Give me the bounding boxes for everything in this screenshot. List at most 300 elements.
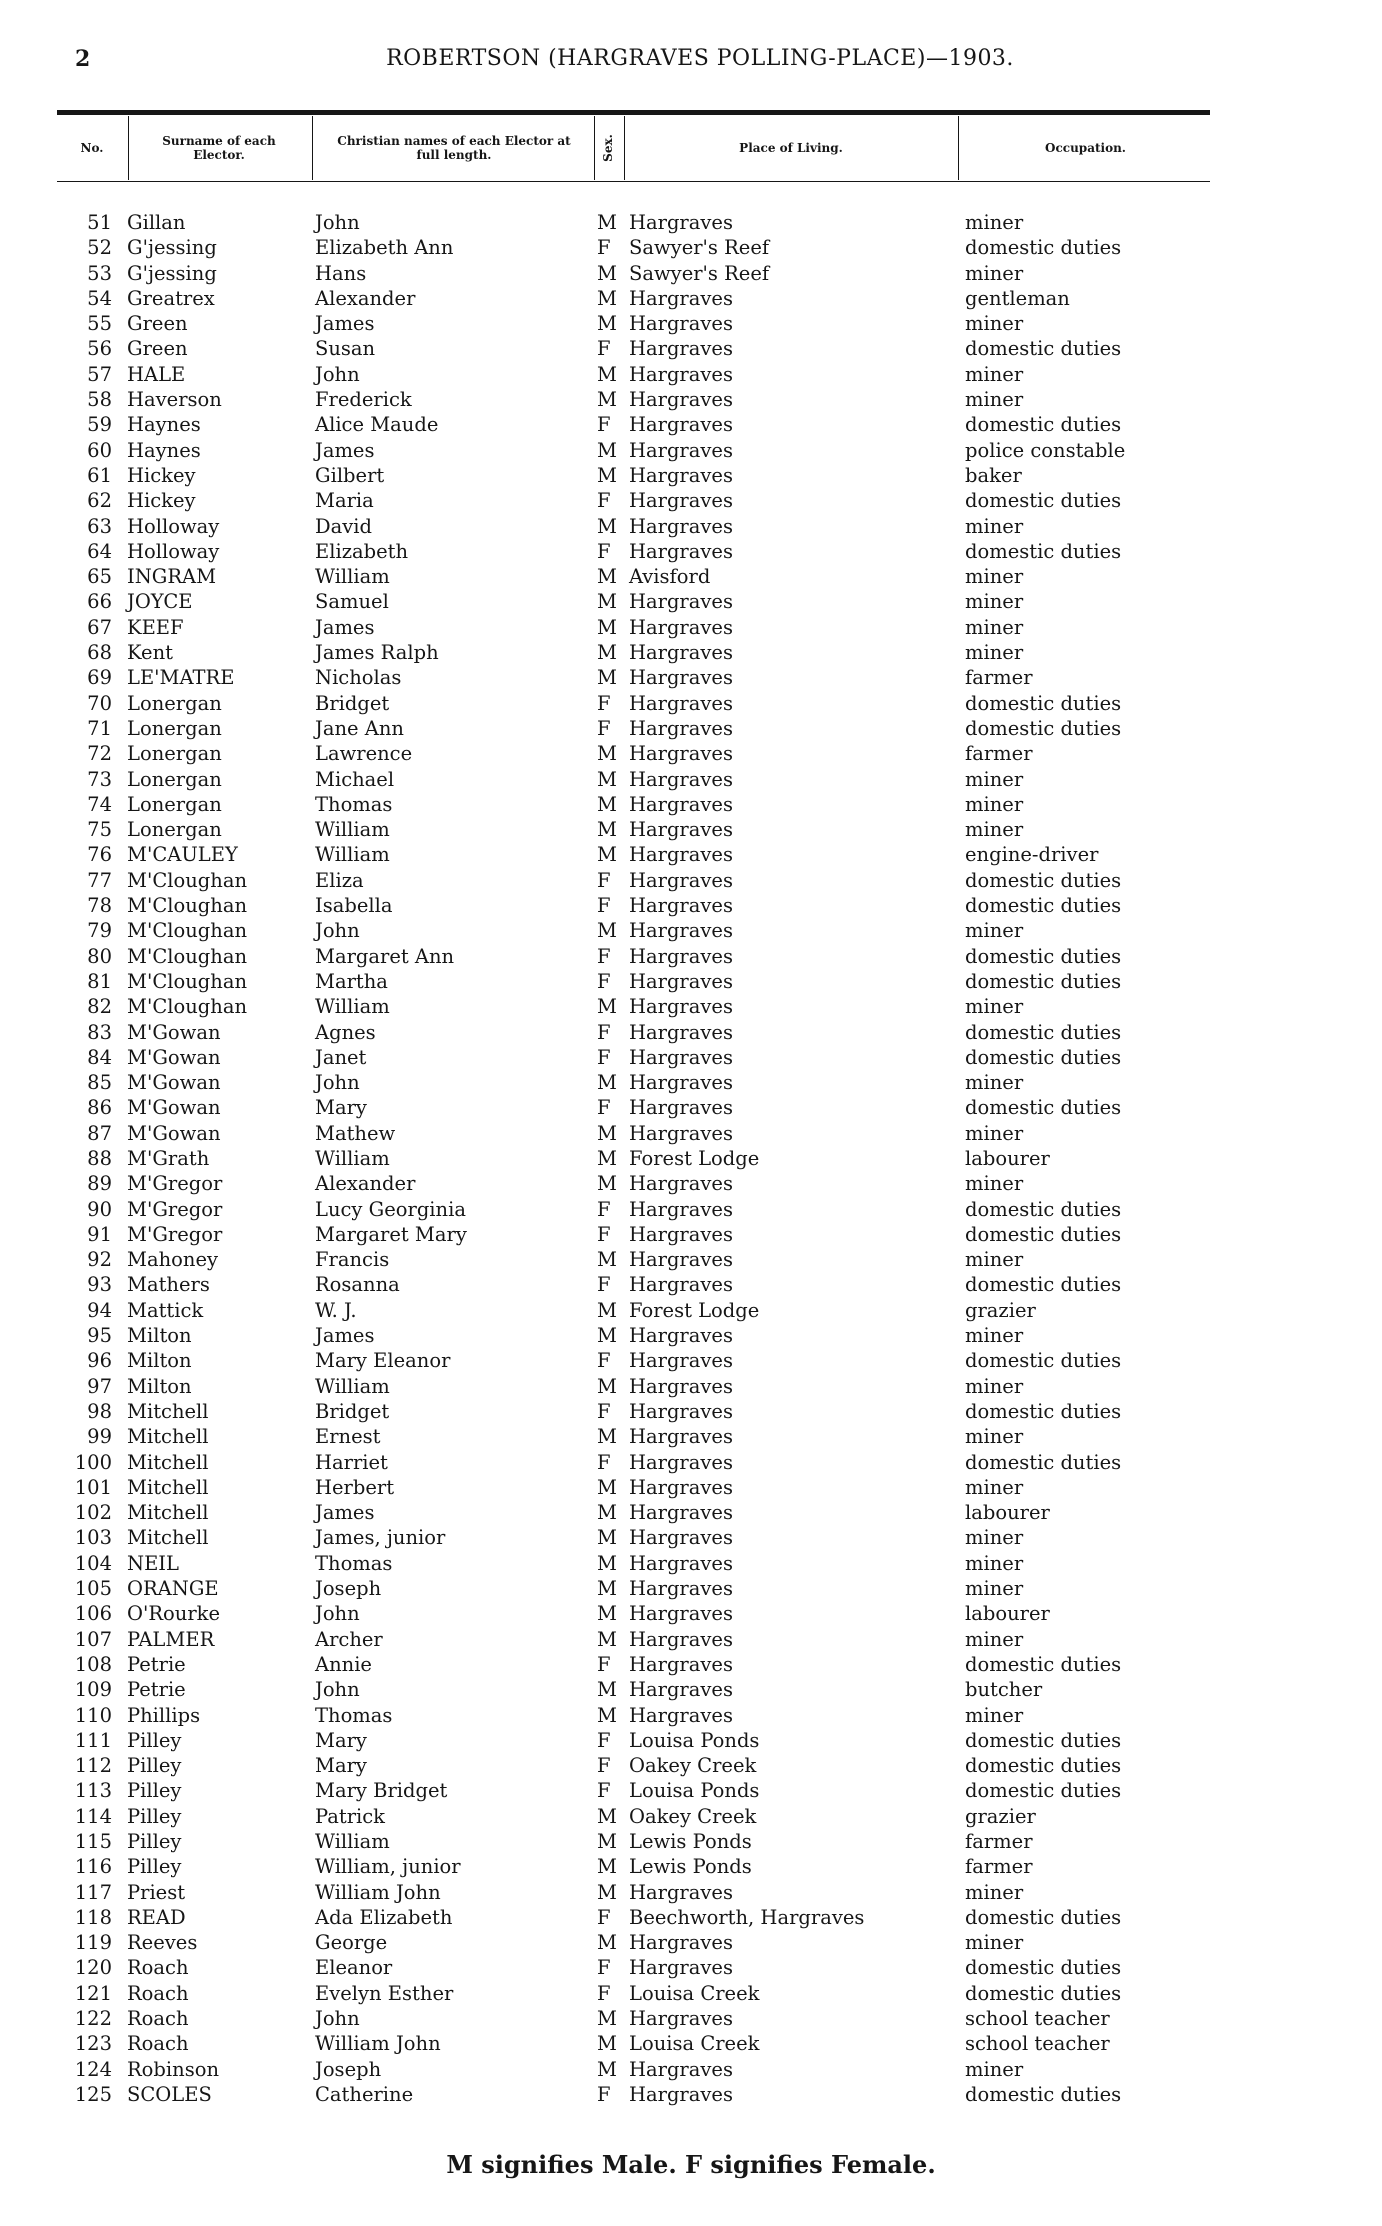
elector-occupation: miner xyxy=(965,565,1024,589)
elector-place-of-living: Hargraves xyxy=(629,641,733,665)
elector-place-of-living: Lewis Ponds xyxy=(629,1830,752,1853)
elector-surname: Holloway xyxy=(127,514,220,538)
elector-number: 88 xyxy=(87,1146,112,1170)
elector-surname: Hickey xyxy=(127,489,196,513)
elector-number: 85 xyxy=(87,1071,112,1095)
elector-place-of-living: Hargraves xyxy=(629,742,733,766)
elector-number: 104 xyxy=(74,1551,112,1575)
elector-place-of-living: Hargraves xyxy=(629,691,733,715)
elector-occupation: domestic duties xyxy=(965,1956,1122,1980)
elector-occupation: domestic duties xyxy=(965,1222,1122,1246)
elector-surname: Mitchell xyxy=(127,1425,209,1449)
elector-surname: KEEF xyxy=(127,615,184,639)
elector-sex: F xyxy=(597,1349,611,1373)
elector-place-of-living: Hargraves xyxy=(629,818,733,842)
header-divider xyxy=(594,116,595,180)
elector-place-of-living: Avisford xyxy=(629,565,711,589)
table-row xyxy=(57,1854,1210,1879)
elector-christian-names: Mary xyxy=(315,1096,367,1120)
elector-surname: M'Cloughan xyxy=(127,944,248,968)
elector-occupation: domestic duties xyxy=(965,539,1122,563)
elector-occupation: baker xyxy=(965,463,1022,487)
elector-place-of-living: Hargraves xyxy=(629,539,733,563)
elector-occupation: domestic duties xyxy=(965,944,1122,968)
elector-place-of-living: Hargraves xyxy=(629,1374,733,1398)
elector-occupation: farmer xyxy=(965,742,1033,766)
elector-number: 95 xyxy=(87,1324,112,1348)
elector-surname: Mitchell xyxy=(127,1526,209,1550)
elector-surname: M'Gowan xyxy=(127,1020,221,1044)
elector-occupation: gentleman xyxy=(965,286,1070,310)
header-divider xyxy=(312,116,313,180)
elector-place-of-living: Hargraves xyxy=(629,388,733,412)
elector-sex: M xyxy=(597,843,617,867)
table-row xyxy=(57,1475,1210,1500)
elector-occupation: domestic duties xyxy=(965,691,1122,715)
elector-surname: M'CAULEY xyxy=(127,843,238,867)
elector-occupation: miner xyxy=(965,1324,1024,1348)
table-header xyxy=(57,116,1210,180)
elector-number: 64 xyxy=(87,539,112,563)
elector-occupation: domestic duties xyxy=(965,1652,1122,1676)
elector-christian-names: Mary Eleanor xyxy=(315,1349,451,1373)
elector-sex: M xyxy=(597,1602,617,1626)
elector-surname: M'Gowan xyxy=(127,1121,221,1145)
elector-christian-names: Mathew xyxy=(315,1121,396,1145)
elector-occupation: grazier xyxy=(965,1804,1036,1828)
elector-sex: F xyxy=(597,1197,611,1221)
elector-number: 52 xyxy=(87,236,112,260)
elector-place-of-living: Louisa Creek xyxy=(629,1981,760,2005)
elector-place-of-living: Hargraves xyxy=(629,1248,733,1272)
elector-place-of-living: Hargraves xyxy=(629,1931,733,1955)
elector-occupation: domestic duties xyxy=(965,1020,1122,1044)
elector-christian-names: Nicholas xyxy=(315,666,402,690)
elector-sex: F xyxy=(597,1728,611,1752)
elector-place-of-living: Hargraves xyxy=(629,894,733,918)
elector-christian-names: Harriet xyxy=(315,1450,388,1474)
elector-surname: Roach xyxy=(127,2032,189,2056)
elector-surname: Kent xyxy=(127,641,173,665)
elector-surname: M'Gregor xyxy=(127,1172,223,1196)
elector-place-of-living: Louisa Ponds xyxy=(629,1728,760,1752)
table-row xyxy=(57,589,1210,614)
elector-surname: G'jessing xyxy=(127,261,217,285)
header-divider xyxy=(128,116,129,180)
elector-sex: M xyxy=(597,1475,617,1499)
elector-sex: M xyxy=(597,742,617,766)
elector-surname: Pilley xyxy=(127,1754,182,1778)
elector-christian-names: James xyxy=(315,1324,375,1348)
table-row xyxy=(57,235,1210,260)
elector-sex: M xyxy=(597,1931,617,1955)
table-row xyxy=(57,210,1210,235)
table-row xyxy=(57,1551,1210,1576)
elector-surname: LE'MATRE xyxy=(127,666,235,690)
header-no: No. xyxy=(80,141,104,155)
elector-place-of-living: Hargraves xyxy=(629,615,733,639)
elector-occupation: miner xyxy=(965,1248,1024,1272)
elector-place-of-living: Hargraves xyxy=(629,1096,733,1120)
elector-occupation: grazier xyxy=(965,1298,1036,1322)
elector-surname: M'Grath xyxy=(127,1146,210,1170)
elector-christian-names: David xyxy=(315,514,372,538)
elector-occupation: miner xyxy=(965,362,1024,386)
elector-surname: G'jessing xyxy=(127,236,217,260)
elector-occupation: miner xyxy=(965,1526,1024,1550)
table-row xyxy=(57,1627,1210,1652)
elector-place-of-living: Hargraves xyxy=(629,1273,733,1297)
elector-number: 91 xyxy=(87,1222,112,1246)
elector-christian-names: John xyxy=(315,211,360,234)
table-row xyxy=(57,514,1210,539)
elector-place-of-living: Hargraves xyxy=(629,514,733,538)
elector-number: 65 xyxy=(87,565,112,589)
table-row xyxy=(57,1525,1210,1550)
elector-occupation: miner xyxy=(965,388,1024,412)
elector-place-of-living: Hargraves xyxy=(629,969,733,993)
elector-number: 58 xyxy=(87,388,112,412)
elector-sex: M xyxy=(597,995,617,1019)
elector-occupation: miner xyxy=(965,1475,1024,1499)
elector-surname: HALE xyxy=(127,362,186,386)
table-row xyxy=(57,2031,1210,2056)
elector-place-of-living: Hargraves xyxy=(629,1324,733,1348)
elector-sex: M xyxy=(597,2032,617,2056)
elector-occupation: domestic duties xyxy=(965,1045,1122,1069)
elector-number: 83 xyxy=(87,1020,112,1044)
elector-place-of-living: Hargraves xyxy=(629,2082,733,2106)
top-rule xyxy=(57,110,1210,115)
table-row xyxy=(57,1804,1210,1829)
table-row xyxy=(57,1323,1210,1348)
elector-place-of-living: Oakey Creek xyxy=(629,1804,757,1828)
elector-christian-names: John xyxy=(315,1678,360,1702)
elector-surname: M'Gregor xyxy=(127,1197,223,1221)
elector-place-of-living: Hargraves xyxy=(629,1526,733,1550)
elector-place-of-living: Hargraves xyxy=(629,1197,733,1221)
table-row xyxy=(57,1930,1210,1955)
elector-christian-names: Elizabeth xyxy=(315,539,409,563)
elector-place-of-living: Hargraves xyxy=(629,995,733,1019)
elector-number: 56 xyxy=(87,337,112,361)
elector-place-of-living: Hargraves xyxy=(629,2007,733,2031)
elector-number: 125 xyxy=(74,2082,112,2106)
elector-sex: F xyxy=(597,868,611,892)
elector-surname: M'Cloughan xyxy=(127,995,248,1019)
elector-surname: Roach xyxy=(127,1956,189,1980)
elector-sex: F xyxy=(597,489,611,513)
elector-sex: M xyxy=(597,1374,617,1398)
elector-occupation: labourer xyxy=(965,1146,1050,1170)
elector-surname: M'Cloughan xyxy=(127,868,248,892)
elector-place-of-living: Hargraves xyxy=(629,843,733,867)
elector-place-of-living: Hargraves xyxy=(629,337,733,361)
elector-christian-names: Archer xyxy=(315,1627,383,1651)
elector-place-of-living: Hargraves xyxy=(629,1956,733,1980)
header-place-of-living: Place of Living. xyxy=(739,141,843,155)
elector-number: 78 xyxy=(87,894,112,918)
table-row xyxy=(57,564,1210,589)
elector-christian-names: William, junior xyxy=(315,1855,461,1879)
elector-place-of-living: Hargraves xyxy=(629,1399,733,1423)
elector-sex: M xyxy=(597,1703,617,1727)
table-row xyxy=(57,1753,1210,1778)
table-row xyxy=(57,2082,1210,2107)
elector-surname: NEIL xyxy=(127,1551,179,1575)
elector-christian-names: Joseph xyxy=(315,1577,382,1601)
elector-surname: Mitchell xyxy=(127,1475,209,1499)
elector-sex: M xyxy=(597,2007,617,2031)
elector-sex: M xyxy=(597,362,617,386)
elector-sex: M xyxy=(597,1804,617,1828)
elector-sex: F xyxy=(597,413,611,437)
elector-occupation: miner xyxy=(965,767,1024,791)
page-title: ROBERTSON (HARGRAVES POLLING-PLACE)—1903. xyxy=(386,46,1014,71)
elector-occupation: domestic duties xyxy=(965,1197,1122,1221)
elector-occupation: labourer xyxy=(965,1602,1050,1626)
elector-surname: M'Cloughan xyxy=(127,969,248,993)
elector-place-of-living: Hargraves xyxy=(629,1172,733,1196)
elector-sex: M xyxy=(597,792,617,816)
elector-place-of-living: Hargraves xyxy=(629,767,733,791)
elector-christian-names: Ada Elizabeth xyxy=(315,1905,453,1929)
elector-sex: M xyxy=(597,1855,617,1879)
header-divider xyxy=(624,116,625,180)
elector-place-of-living: Hargraves xyxy=(629,413,733,437)
elector-christian-names: Jane Ann xyxy=(315,716,404,740)
elector-place-of-living: Forest Lodge xyxy=(629,1298,760,1322)
elector-sex: M xyxy=(597,615,617,639)
elector-sex: F xyxy=(597,236,611,260)
elector-occupation: engine-driver xyxy=(965,843,1099,867)
header-christian-names: Christian names of each Elector at full length. xyxy=(337,134,571,162)
elector-christian-names: Rosanna xyxy=(315,1273,400,1297)
elector-christian-names: William xyxy=(315,1146,390,1170)
elector-number: 115 xyxy=(74,1830,112,1853)
elector-occupation: miner xyxy=(965,1880,1024,1904)
elector-christian-names: James xyxy=(315,1501,375,1525)
elector-surname: Mitchell xyxy=(127,1501,209,1525)
elector-sex: F xyxy=(597,969,611,993)
elector-sex: F xyxy=(597,1779,611,1803)
elector-christian-names: Maria xyxy=(315,489,374,513)
elector-place-of-living: Hargraves xyxy=(629,666,733,690)
elector-christian-names: John xyxy=(315,362,360,386)
table-row xyxy=(57,1146,1210,1171)
elector-number: 110 xyxy=(74,1703,112,1727)
elector-occupation: miner xyxy=(965,211,1024,234)
elector-christian-names: Mary xyxy=(315,1728,367,1752)
elector-number: 90 xyxy=(87,1197,112,1221)
elector-sex: M xyxy=(597,438,617,462)
elector-occupation: school teacher xyxy=(965,2007,1110,2031)
elector-christian-names: Mary Bridget xyxy=(315,1779,448,1803)
elector-occupation: domestic duties xyxy=(965,1905,1122,1929)
elector-sex: F xyxy=(597,691,611,715)
table-row xyxy=(57,1728,1210,1753)
sex-legend-footer: M signifies Male. F signifies Female. xyxy=(446,2150,936,2179)
elector-occupation: miner xyxy=(965,1172,1024,1196)
elector-christian-names: William xyxy=(315,818,390,842)
elector-place-of-living: Hargraves xyxy=(629,716,733,740)
elector-occupation: police constable xyxy=(965,438,1126,462)
elector-number: 74 xyxy=(87,792,112,816)
table-row xyxy=(57,261,1210,286)
table-row xyxy=(57,716,1210,741)
elector-number: 80 xyxy=(87,944,112,968)
elector-surname: M'Gowan xyxy=(127,1045,221,1069)
elector-place-of-living: Hargraves xyxy=(629,1349,733,1373)
elector-number: 99 xyxy=(87,1425,112,1449)
elector-surname: Pilley xyxy=(127,1804,182,1828)
elector-number: 87 xyxy=(87,1121,112,1145)
elector-sex: M xyxy=(597,211,617,234)
elector-sex: M xyxy=(597,818,617,842)
elector-number: 76 xyxy=(87,843,112,867)
table-row xyxy=(57,412,1210,437)
elector-sex: M xyxy=(597,590,617,614)
elector-place-of-living: Lewis Ponds xyxy=(629,1855,752,1879)
elector-occupation: domestic duties xyxy=(965,1273,1122,1297)
table-row xyxy=(57,438,1210,463)
elector-christian-names: Samuel xyxy=(315,590,389,614)
elector-occupation: domestic duties xyxy=(965,1728,1122,1752)
elector-christian-names: James xyxy=(315,615,375,639)
elector-surname: M'Cloughan xyxy=(127,919,248,943)
table-row xyxy=(57,665,1210,690)
elector-christian-names: John xyxy=(315,1071,360,1095)
table-row xyxy=(57,539,1210,564)
elector-surname: Roach xyxy=(127,1981,189,2005)
elector-sex: M xyxy=(597,1248,617,1272)
elector-place-of-living: Hargraves xyxy=(629,944,733,968)
elector-occupation: labourer xyxy=(965,1501,1050,1525)
elector-surname: Green xyxy=(127,337,188,361)
elector-number: 123 xyxy=(74,2032,112,2056)
header-surname: Surname of each Elector. xyxy=(162,134,276,162)
table-row xyxy=(57,792,1210,817)
elector-christian-names: Catherine xyxy=(315,2082,414,2106)
header-sex-label: Sex. xyxy=(601,134,616,162)
elector-number: 89 xyxy=(87,1172,112,1196)
elector-christian-names: Alexander xyxy=(315,1172,416,1196)
elector-number: 94 xyxy=(87,1298,112,1322)
elector-christian-names: Alice Maude xyxy=(315,413,439,437)
table-row xyxy=(57,994,1210,1019)
elector-occupation: miner xyxy=(965,1703,1024,1727)
elector-place-of-living: Forest Lodge xyxy=(629,1146,760,1170)
elector-number: 53 xyxy=(87,261,112,285)
elector-surname: Robinson xyxy=(127,2057,220,2081)
elector-christian-names: Herbert xyxy=(315,1475,395,1499)
elector-surname: Pilley xyxy=(127,1728,182,1752)
table-row xyxy=(57,362,1210,387)
elector-number: 122 xyxy=(74,2007,112,2031)
elector-sex: M xyxy=(597,312,617,336)
elector-christian-names: William xyxy=(315,1374,390,1398)
elector-surname: Greatrex xyxy=(127,286,215,310)
elector-occupation: miner xyxy=(965,919,1024,943)
elector-number: 51 xyxy=(87,211,112,234)
table-row xyxy=(57,1272,1210,1297)
elector-christian-names: John xyxy=(315,2007,360,2031)
elector-number: 121 xyxy=(74,1981,112,2005)
elector-christian-names: Margaret Ann xyxy=(315,944,455,968)
table-row xyxy=(57,1045,1210,1070)
elector-sex: F xyxy=(597,1273,611,1297)
table-row xyxy=(57,1247,1210,1272)
elector-occupation: farmer xyxy=(965,1855,1033,1879)
elector-place-of-living: Hargraves xyxy=(629,1703,733,1727)
elector-place-of-living: Hargraves xyxy=(629,1045,733,1069)
elector-occupation: miner xyxy=(965,1121,1024,1145)
elector-sex: M xyxy=(597,767,617,791)
elector-occupation: miner xyxy=(965,590,1024,614)
header-rule xyxy=(57,181,1210,182)
table-row xyxy=(57,1374,1210,1399)
elector-sex: M xyxy=(597,463,617,487)
elector-sex: M xyxy=(597,1172,617,1196)
elector-christian-names: John xyxy=(315,919,360,943)
elector-sex: F xyxy=(597,1045,611,1069)
elector-occupation: domestic duties xyxy=(965,894,1122,918)
elector-surname: Gillan xyxy=(127,211,186,234)
table-row xyxy=(57,1677,1210,1702)
elector-number: 54 xyxy=(87,286,112,310)
header-occupation: Occupation. xyxy=(1045,141,1126,155)
elector-sex: F xyxy=(597,1754,611,1778)
elector-occupation: miner xyxy=(965,1551,1024,1575)
elector-number: 86 xyxy=(87,1096,112,1120)
elector-number: 118 xyxy=(74,1905,112,1929)
elector-sex: M xyxy=(597,1551,617,1575)
elector-surname: Mahoney xyxy=(127,1248,219,1272)
elector-sex: F xyxy=(597,1399,611,1423)
elector-christian-names: Eliza xyxy=(315,868,364,892)
elector-christian-names: James xyxy=(315,312,375,336)
table-row xyxy=(57,918,1210,943)
elector-place-of-living: Hargraves xyxy=(629,1551,733,1575)
elector-surname: Haynes xyxy=(127,438,201,462)
table-row xyxy=(57,1171,1210,1196)
elector-christian-names: Michael xyxy=(315,767,395,791)
elector-number: 120 xyxy=(74,1956,112,1980)
table-row xyxy=(57,1880,1210,1905)
elector-place-of-living: Hargraves xyxy=(629,1121,733,1145)
elector-surname: Pilley xyxy=(127,1779,182,1803)
elector-number: 93 xyxy=(87,1273,112,1297)
elector-sex: M xyxy=(597,1146,617,1170)
elector-occupation: miner xyxy=(965,615,1024,639)
elector-number: 68 xyxy=(87,641,112,665)
elector-occupation: miner xyxy=(965,1931,1024,1955)
elector-occupation: miner xyxy=(965,792,1024,816)
elector-occupation: miner xyxy=(965,514,1024,538)
table-row xyxy=(57,2057,1210,2082)
elector-christian-names: Thomas xyxy=(315,792,393,816)
elector-number: 103 xyxy=(74,1526,112,1550)
elector-sex: M xyxy=(597,1121,617,1145)
elector-number: 72 xyxy=(87,742,112,766)
table-row xyxy=(57,1778,1210,1803)
elector-place-of-living: Hargraves xyxy=(629,1501,733,1525)
elector-sex: M xyxy=(597,919,617,943)
elector-sex: F xyxy=(597,894,611,918)
elector-christian-names: Bridget xyxy=(315,691,390,715)
table-row xyxy=(57,1652,1210,1677)
table-row xyxy=(57,1348,1210,1373)
